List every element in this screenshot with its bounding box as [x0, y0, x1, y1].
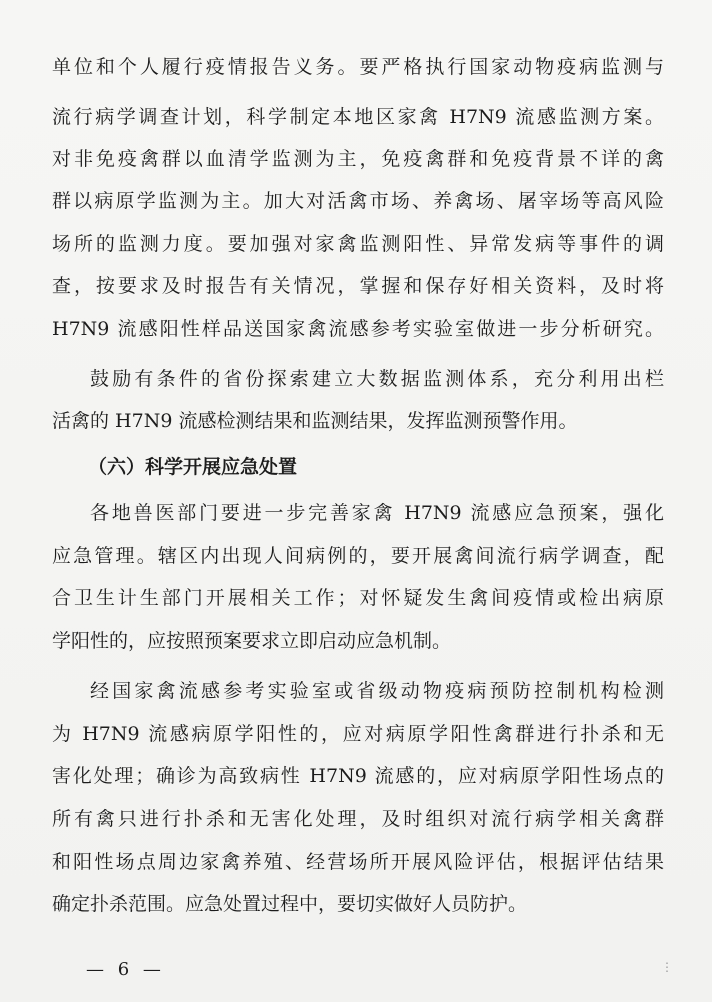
text-line: 合卫生计生部门开展相关工作；对怀疑发生禽间疫情或检出病原 [52, 587, 664, 609]
text-line: 所有禽只进行扑杀和无害化处理，及时组织对流行病学相关禽群 [52, 808, 664, 830]
text-line: 应急管理。辖区内出现人间病例的，要开展禽间流行病学调查，配 [52, 545, 664, 567]
text-line: 查，按要求及时报告有关情况，掌握和保存好相关资料，及时将 [52, 275, 664, 297]
text-line: 鼓励有条件的省份探索建立大数据监测体系，充分利用出栏 [90, 368, 664, 390]
text-line: 为 H7N9 流感病原学阳性的，应对病原学阳性禽群进行扑杀和无 [52, 723, 664, 745]
text-line: 和阳性场点周边家禽养殖、经营场所开展风险评估，根据评估结果 [52, 851, 664, 873]
text-line: 单位和个人履行疫情报告义务。要严格执行国家动物疫病监测与 [52, 56, 664, 78]
section-heading: （六）科学开展应急处置 [88, 456, 298, 478]
text-line: 活禽的 H7N9 流感检测结果和监测结果，发挥监测预警作用。 [52, 410, 578, 432]
text-line: 学阳性的，应按照预案要求立即启动应急机制。 [52, 630, 452, 652]
text-line: 各地兽医部门要进一步完善家禽 H7N9 流感应急预案，强化 [90, 502, 664, 524]
text-line: 对非免疫禽群以血清学监测为主，免疫禽群和免疫背景不详的禽 [52, 148, 664, 170]
text-line: H7N9 流感阳性样品送国家禽流感参考实验室做进一步分析研究。 [52, 318, 664, 340]
text-line: 场所的监测力度。要加强对家禽监测阳性、异常发病等事件的调 [52, 233, 664, 255]
text-line: 流行病学调查计划，科学制定本地区家禽 H7N9 流感监测方案。 [52, 106, 664, 128]
text-line: 群以病原学监测为主。加大对活禽市场、养禽场、屠宰场等高风险 [52, 190, 664, 212]
text-line: 确定扑杀范围。应急处置过程中，要切实做好人员防护。 [52, 893, 528, 915]
text-line: 经国家禽流感参考实验室或省级动物疫病预防控制机构检测 [90, 680, 664, 702]
page-number: — 6 — [86, 959, 165, 980]
scan-mark: ⋮ [661, 960, 673, 974]
text-line: 害化处理；确诊为高致病性 H7N9 流感的，应对病原学阳性场点的 [52, 765, 664, 787]
